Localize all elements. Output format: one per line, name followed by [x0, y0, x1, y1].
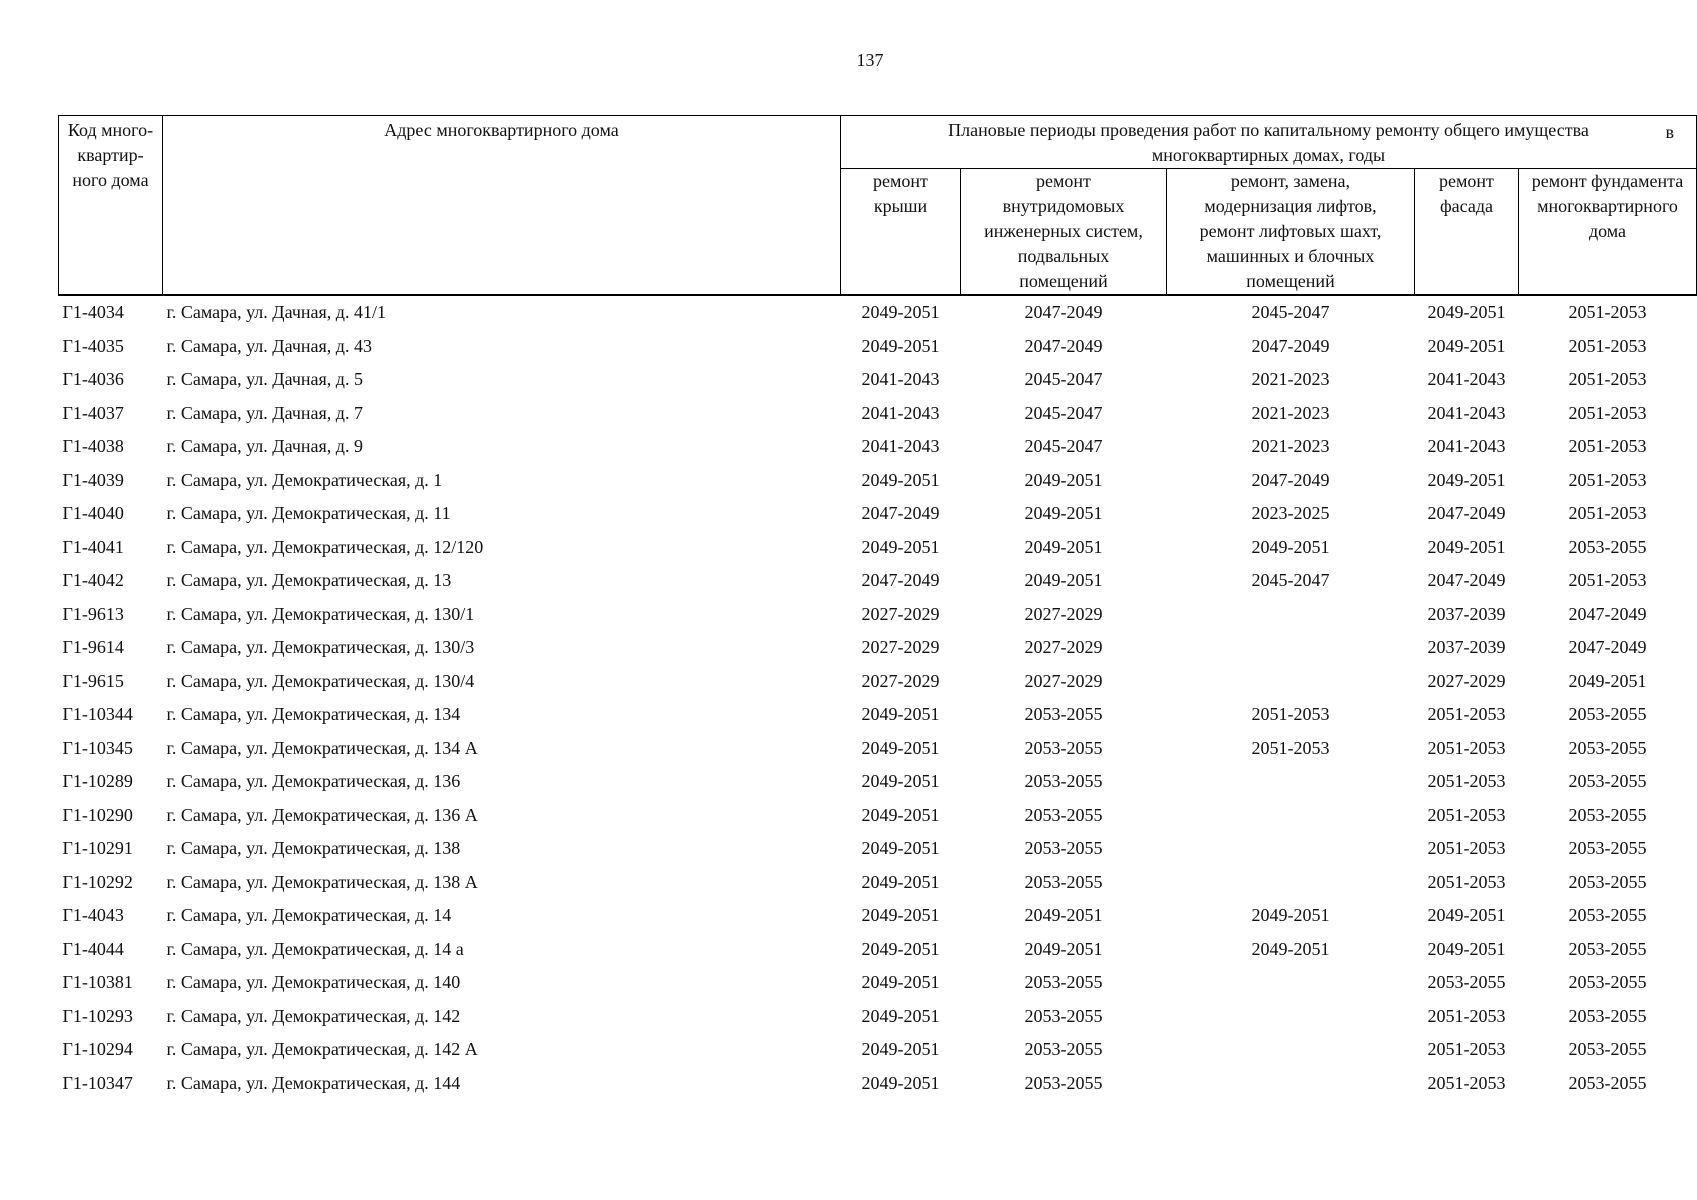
building-code: Г1-4034 [62, 302, 124, 323]
header-address: Адрес многоквартирного дома [163, 116, 841, 296]
building-address: г. Самара, ул. Дачная, д. 7 [166, 402, 363, 423]
roof-period: 2047-2049 [861, 503, 940, 524]
engineering-period: 2053-2055 [1024, 771, 1103, 792]
header-elevators-line: модернизация лифтов, [1204, 196, 1377, 216]
page-number: 137 [856, 50, 884, 70]
header-group-line1-suffix: в [1665, 122, 1674, 142]
roof-period: 2049-2051 [861, 938, 940, 959]
building-address: г. Самара, ул. Демократическая, д. 144 [166, 1072, 461, 1093]
header-engineering-line: подвальных [1017, 246, 1110, 266]
foundation-period: 2049-2051 [1568, 670, 1647, 691]
building-address: г. Самара, ул. Демократическая, д. 14 а [166, 938, 464, 959]
building-code: Г1-10293 [62, 1005, 133, 1026]
building-address: г. Самара, ул. Демократическая, д. 130/1 [166, 603, 475, 624]
table-row [59, 966, 1697, 1000]
building-address: г. Самара, ул. Демократическая, д. 142 А [166, 1039, 478, 1060]
foundation-period: 2051-2053 [1568, 369, 1647, 390]
elevators-period [1167, 665, 1415, 699]
building-code: Г1-4036 [62, 369, 124, 390]
building-address: г. Самара, ул. Дачная, д. 9 [166, 436, 363, 457]
header-facade-line: фасада [1440, 196, 1493, 216]
elevators-period [1167, 1067, 1415, 1101]
table-row [59, 799, 1697, 833]
elevators-period: 2021-2023 [1251, 402, 1330, 423]
header-roof-line: ремонт [873, 171, 928, 191]
building-address: г. Самара, ул. Дачная, д. 5 [166, 369, 363, 390]
facade-period: 2049-2051 [1427, 335, 1506, 356]
header-elevators-line: ремонт лифтовых шахт, [1199, 221, 1382, 241]
foundation-period: 2051-2053 [1568, 302, 1647, 323]
table-row [59, 430, 1697, 464]
elevators-period: 2045-2047 [1251, 570, 1330, 591]
foundation-period: 2051-2053 [1568, 469, 1647, 490]
building-address: г. Самара, ул. Демократическая, д. 136 А [166, 804, 478, 825]
header-elevators-line: помещений [1246, 271, 1335, 291]
engineering-period: 2053-2055 [1024, 871, 1103, 892]
table-row [59, 564, 1697, 598]
building-code: Г1-10347 [62, 1072, 133, 1093]
table-row [59, 665, 1697, 699]
facade-period: 2051-2053 [1427, 804, 1506, 825]
roof-period: 2049-2051 [861, 905, 940, 926]
foundation-period: 2053-2055 [1568, 704, 1647, 725]
header-facade-line: ремонт [1439, 171, 1494, 191]
foundation-period: 2053-2055 [1568, 737, 1647, 758]
foundation-period: 2053-2055 [1568, 871, 1647, 892]
foundation-period: 2053-2055 [1568, 972, 1647, 993]
facade-period: 2037-2039 [1427, 603, 1506, 624]
elevators-period [1167, 598, 1415, 632]
elevators-period [1167, 799, 1415, 833]
table-row [59, 598, 1697, 632]
building-address: г. Самара, ул. Дачная, д. 43 [166, 335, 372, 356]
elevators-period: 2051-2053 [1251, 737, 1330, 758]
header-foundation-line: дома [1588, 221, 1627, 241]
building-code: Г1-9614 [62, 637, 124, 658]
roof-period: 2049-2051 [861, 972, 940, 993]
roof-period: 2049-2051 [861, 737, 940, 758]
engineering-period: 2053-2055 [1024, 1005, 1103, 1026]
building-code: Г1-10344 [62, 704, 133, 725]
building-code: Г1-4037 [62, 402, 124, 423]
foundation-period: 2053-2055 [1568, 905, 1647, 926]
table-row [59, 1067, 1697, 1101]
roof-period: 2049-2051 [861, 1072, 940, 1093]
table-row [59, 295, 1697, 330]
roof-period: 2049-2051 [861, 469, 940, 490]
building-code: Г1-4042 [62, 570, 124, 591]
table-row [59, 1000, 1697, 1034]
roof-period: 2047-2049 [861, 570, 940, 591]
header-roof-line: крыши [873, 196, 928, 216]
foundation-period: 2053-2055 [1568, 804, 1647, 825]
engineering-period: 2047-2049 [1024, 302, 1103, 323]
foundation-period: 2053-2055 [1568, 838, 1647, 859]
facade-period: 2049-2051 [1427, 302, 1506, 323]
engineering-period: 2045-2047 [1024, 436, 1103, 457]
building-code: Г1-10345 [62, 737, 133, 758]
building-code: Г1-9613 [62, 603, 124, 624]
table-row [59, 765, 1697, 799]
elevators-period [1167, 631, 1415, 665]
facade-period: 2041-2043 [1427, 402, 1506, 423]
foundation-period: 2051-2053 [1568, 570, 1647, 591]
building-address: г. Самара, ул. Демократическая, д. 142 [166, 1005, 461, 1026]
facade-period: 2051-2053 [1427, 1005, 1506, 1026]
roof-period: 2049-2051 [861, 838, 940, 859]
table-row [59, 933, 1697, 967]
elevators-period: 2051-2053 [1251, 704, 1330, 725]
header-code-line: квартир- [77, 145, 144, 165]
table-row [59, 631, 1697, 665]
building-address: г. Самара, ул. Демократическая, д. 11 [166, 503, 451, 524]
header-engineering-line: внутридомовых [1002, 196, 1125, 216]
facade-period: 2047-2049 [1427, 503, 1506, 524]
facade-period: 2041-2043 [1427, 436, 1506, 457]
header-planned-periods [841, 116, 1697, 169]
facade-period: 2049-2051 [1427, 905, 1506, 926]
table-row [59, 899, 1697, 933]
header-foundation [1519, 169, 1697, 296]
facade-period: 2049-2051 [1427, 536, 1506, 557]
elevators-period: 2049-2051 [1251, 938, 1330, 959]
building-address: г. Самара, ул. Дачная, д. 41/1 [166, 302, 386, 323]
header-code [59, 116, 163, 296]
roof-period: 2049-2051 [861, 536, 940, 557]
roof-period: 2049-2051 [861, 302, 940, 323]
header-facade [1415, 169, 1519, 296]
header-foundation-line: ремонт фундамента [1531, 171, 1684, 191]
engineering-period: 2053-2055 [1024, 972, 1103, 993]
facade-period: 2053-2055 [1427, 972, 1506, 993]
table-row [59, 464, 1697, 498]
building-code: Г1-10381 [62, 972, 133, 993]
elevators-period: 2045-2047 [1251, 302, 1330, 323]
roof-period: 2049-2051 [861, 704, 940, 725]
foundation-period: 2051-2053 [1568, 335, 1647, 356]
roof-period: 2049-2051 [861, 804, 940, 825]
building-code: Г1-4041 [62, 536, 124, 557]
building-address: г. Самара, ул. Демократическая, д. 130/4 [166, 670, 475, 691]
building-code: Г1-4038 [62, 436, 124, 457]
building-address: г. Самара, ул. Демократическая, д. 138 [166, 838, 461, 859]
roof-period: 2049-2051 [861, 1005, 940, 1026]
elevators-period: 2049-2051 [1251, 536, 1330, 557]
building-address: г. Самара, ул. Демократическая, д. 14 [166, 905, 452, 926]
building-address: г. Самара, ул. Демократическая, д. 130/3 [166, 637, 475, 658]
elevators-period [1167, 765, 1415, 799]
engineering-period: 2053-2055 [1024, 838, 1103, 859]
engineering-period: 2053-2055 [1024, 1072, 1103, 1093]
foundation-period: 2051-2053 [1568, 436, 1647, 457]
roof-period: 2041-2043 [861, 402, 940, 423]
header-code-line: Код много- [67, 120, 154, 140]
facade-period: 2049-2051 [1427, 938, 1506, 959]
header-engineering-line: помещений [1019, 271, 1108, 291]
facade-period: 2027-2029 [1427, 670, 1506, 691]
building-code: Г1-9615 [62, 670, 124, 691]
building-code: Г1-10289 [62, 771, 133, 792]
building-address: г. Самара, ул. Демократическая, д. 1 [166, 469, 443, 490]
building-code: Г1-4043 [62, 905, 124, 926]
header-elevators-line: ремонт, замена, [1230, 171, 1351, 191]
table-header [59, 116, 1697, 296]
roof-period: 2049-2051 [861, 335, 940, 356]
roof-period: 2041-2043 [861, 436, 940, 457]
engineering-period: 2049-2051 [1024, 905, 1103, 926]
engineering-period: 2049-2051 [1024, 536, 1103, 557]
engineering-period: 2045-2047 [1024, 369, 1103, 390]
foundation-period: 2053-2055 [1568, 1072, 1647, 1093]
roof-period: 2049-2051 [861, 871, 940, 892]
engineering-period: 2049-2051 [1024, 503, 1103, 524]
table-row [59, 832, 1697, 866]
engineering-period: 2047-2049 [1024, 335, 1103, 356]
facade-period: 2051-2053 [1427, 1072, 1506, 1093]
table-row [59, 363, 1697, 397]
elevators-period: 2021-2023 [1251, 436, 1330, 457]
elevators-period: 2023-2025 [1251, 503, 1330, 524]
foundation-period: 2053-2055 [1568, 536, 1647, 557]
building-address: г. Самара, ул. Демократическая, д. 13 [166, 570, 452, 591]
elevators-period [1167, 1033, 1415, 1067]
building-code: Г1-10294 [62, 1039, 133, 1060]
roof-period: 2049-2051 [861, 1039, 940, 1060]
repair-schedule-table [58, 115, 1697, 1100]
building-address: г. Самара, ул. Демократическая, д. 140 [166, 972, 461, 993]
facade-period: 2051-2053 [1427, 771, 1506, 792]
engineering-period: 2053-2055 [1024, 1039, 1103, 1060]
building-code: Г1-4040 [62, 503, 124, 524]
facade-period: 2051-2053 [1427, 1039, 1506, 1060]
foundation-period: 2051-2053 [1568, 402, 1647, 423]
engineering-period: 2027-2029 [1024, 637, 1103, 658]
header-code-line: ного дома [72, 170, 149, 190]
facade-period: 2041-2043 [1427, 369, 1506, 390]
building-address: г. Самара, ул. Демократическая, д. 138 А [166, 871, 478, 892]
table-row [59, 531, 1697, 565]
facade-period: 2037-2039 [1427, 637, 1506, 658]
engineering-period: 2027-2029 [1024, 603, 1103, 624]
elevators-period [1167, 832, 1415, 866]
foundation-period: 2053-2055 [1568, 771, 1647, 792]
foundation-period: 2053-2055 [1568, 1039, 1647, 1060]
building-code: Г1-4044 [62, 938, 124, 959]
header-roof [841, 169, 961, 296]
facade-period: 2051-2053 [1427, 871, 1506, 892]
table-row [59, 397, 1697, 431]
facade-period: 2051-2053 [1427, 737, 1506, 758]
building-address: г. Самара, ул. Демократическая, д. 134 [166, 704, 461, 725]
header-elevators [1167, 169, 1415, 296]
engineering-period: 2053-2055 [1024, 704, 1103, 725]
header-foundation-line: многоквартирного [1537, 196, 1678, 216]
facade-period: 2049-2051 [1427, 469, 1506, 490]
engineering-period: 2049-2051 [1024, 570, 1103, 591]
elevators-period: 2049-2051 [1251, 905, 1330, 926]
facade-period: 2051-2053 [1427, 838, 1506, 859]
engineering-period: 2027-2029 [1024, 670, 1103, 691]
header-group-line1: Плановые периоды проведения работ по капитальному ремонту общего имущества [948, 120, 1589, 140]
foundation-period: 2051-2053 [1568, 503, 1647, 524]
building-code: Г1-4035 [62, 335, 124, 356]
building-code: Г1-10292 [62, 871, 133, 892]
elevators-period [1167, 866, 1415, 900]
elevators-period: 2047-2049 [1251, 469, 1330, 490]
header-engineering-line: инженерных систем, [984, 221, 1143, 241]
building-code: Г1-10290 [62, 804, 133, 825]
header-engineering [961, 169, 1167, 296]
header-engineering-line: ремонт [1036, 171, 1091, 191]
engineering-period: 2053-2055 [1024, 804, 1103, 825]
roof-period: 2041-2043 [861, 369, 940, 390]
elevators-period [1167, 966, 1415, 1000]
roof-period: 2049-2051 [861, 771, 940, 792]
building-address: г. Самара, ул. Демократическая, д. 136 [166, 771, 461, 792]
elevators-period: 2047-2049 [1251, 335, 1330, 356]
elevators-period [1167, 1000, 1415, 1034]
foundation-period: 2047-2049 [1568, 603, 1647, 624]
table-row [59, 330, 1697, 364]
engineering-period: 2049-2051 [1024, 469, 1103, 490]
table-row [59, 1033, 1697, 1067]
roof-period: 2027-2029 [861, 670, 940, 691]
table-row [59, 866, 1697, 900]
foundation-period: 2053-2055 [1568, 1005, 1647, 1026]
building-code: Г1-4039 [62, 469, 124, 490]
facade-period: 2047-2049 [1427, 570, 1506, 591]
engineering-period: 2053-2055 [1024, 737, 1103, 758]
building-code: Г1-10291 [62, 838, 133, 859]
building-address: г. Самара, ул. Демократическая, д. 134 А [166, 737, 478, 758]
foundation-period: 2053-2055 [1568, 938, 1647, 959]
roof-period: 2027-2029 [861, 637, 940, 658]
roof-period: 2027-2029 [861, 603, 940, 624]
elevators-period: 2021-2023 [1251, 369, 1330, 390]
table-body [59, 295, 1697, 1100]
building-address: г. Самара, ул. Демократическая, д. 12/120 [166, 536, 484, 557]
table-row [59, 732, 1697, 766]
header-elevators-line: машинных и блочных [1206, 246, 1375, 266]
engineering-period: 2049-2051 [1024, 938, 1103, 959]
facade-period: 2051-2053 [1427, 704, 1506, 725]
header-group-line2: многоквартирных домах, годы [1151, 145, 1386, 165]
table-row [59, 497, 1697, 531]
table-row [59, 698, 1697, 732]
engineering-period: 2045-2047 [1024, 402, 1103, 423]
foundation-period: 2047-2049 [1568, 637, 1647, 658]
